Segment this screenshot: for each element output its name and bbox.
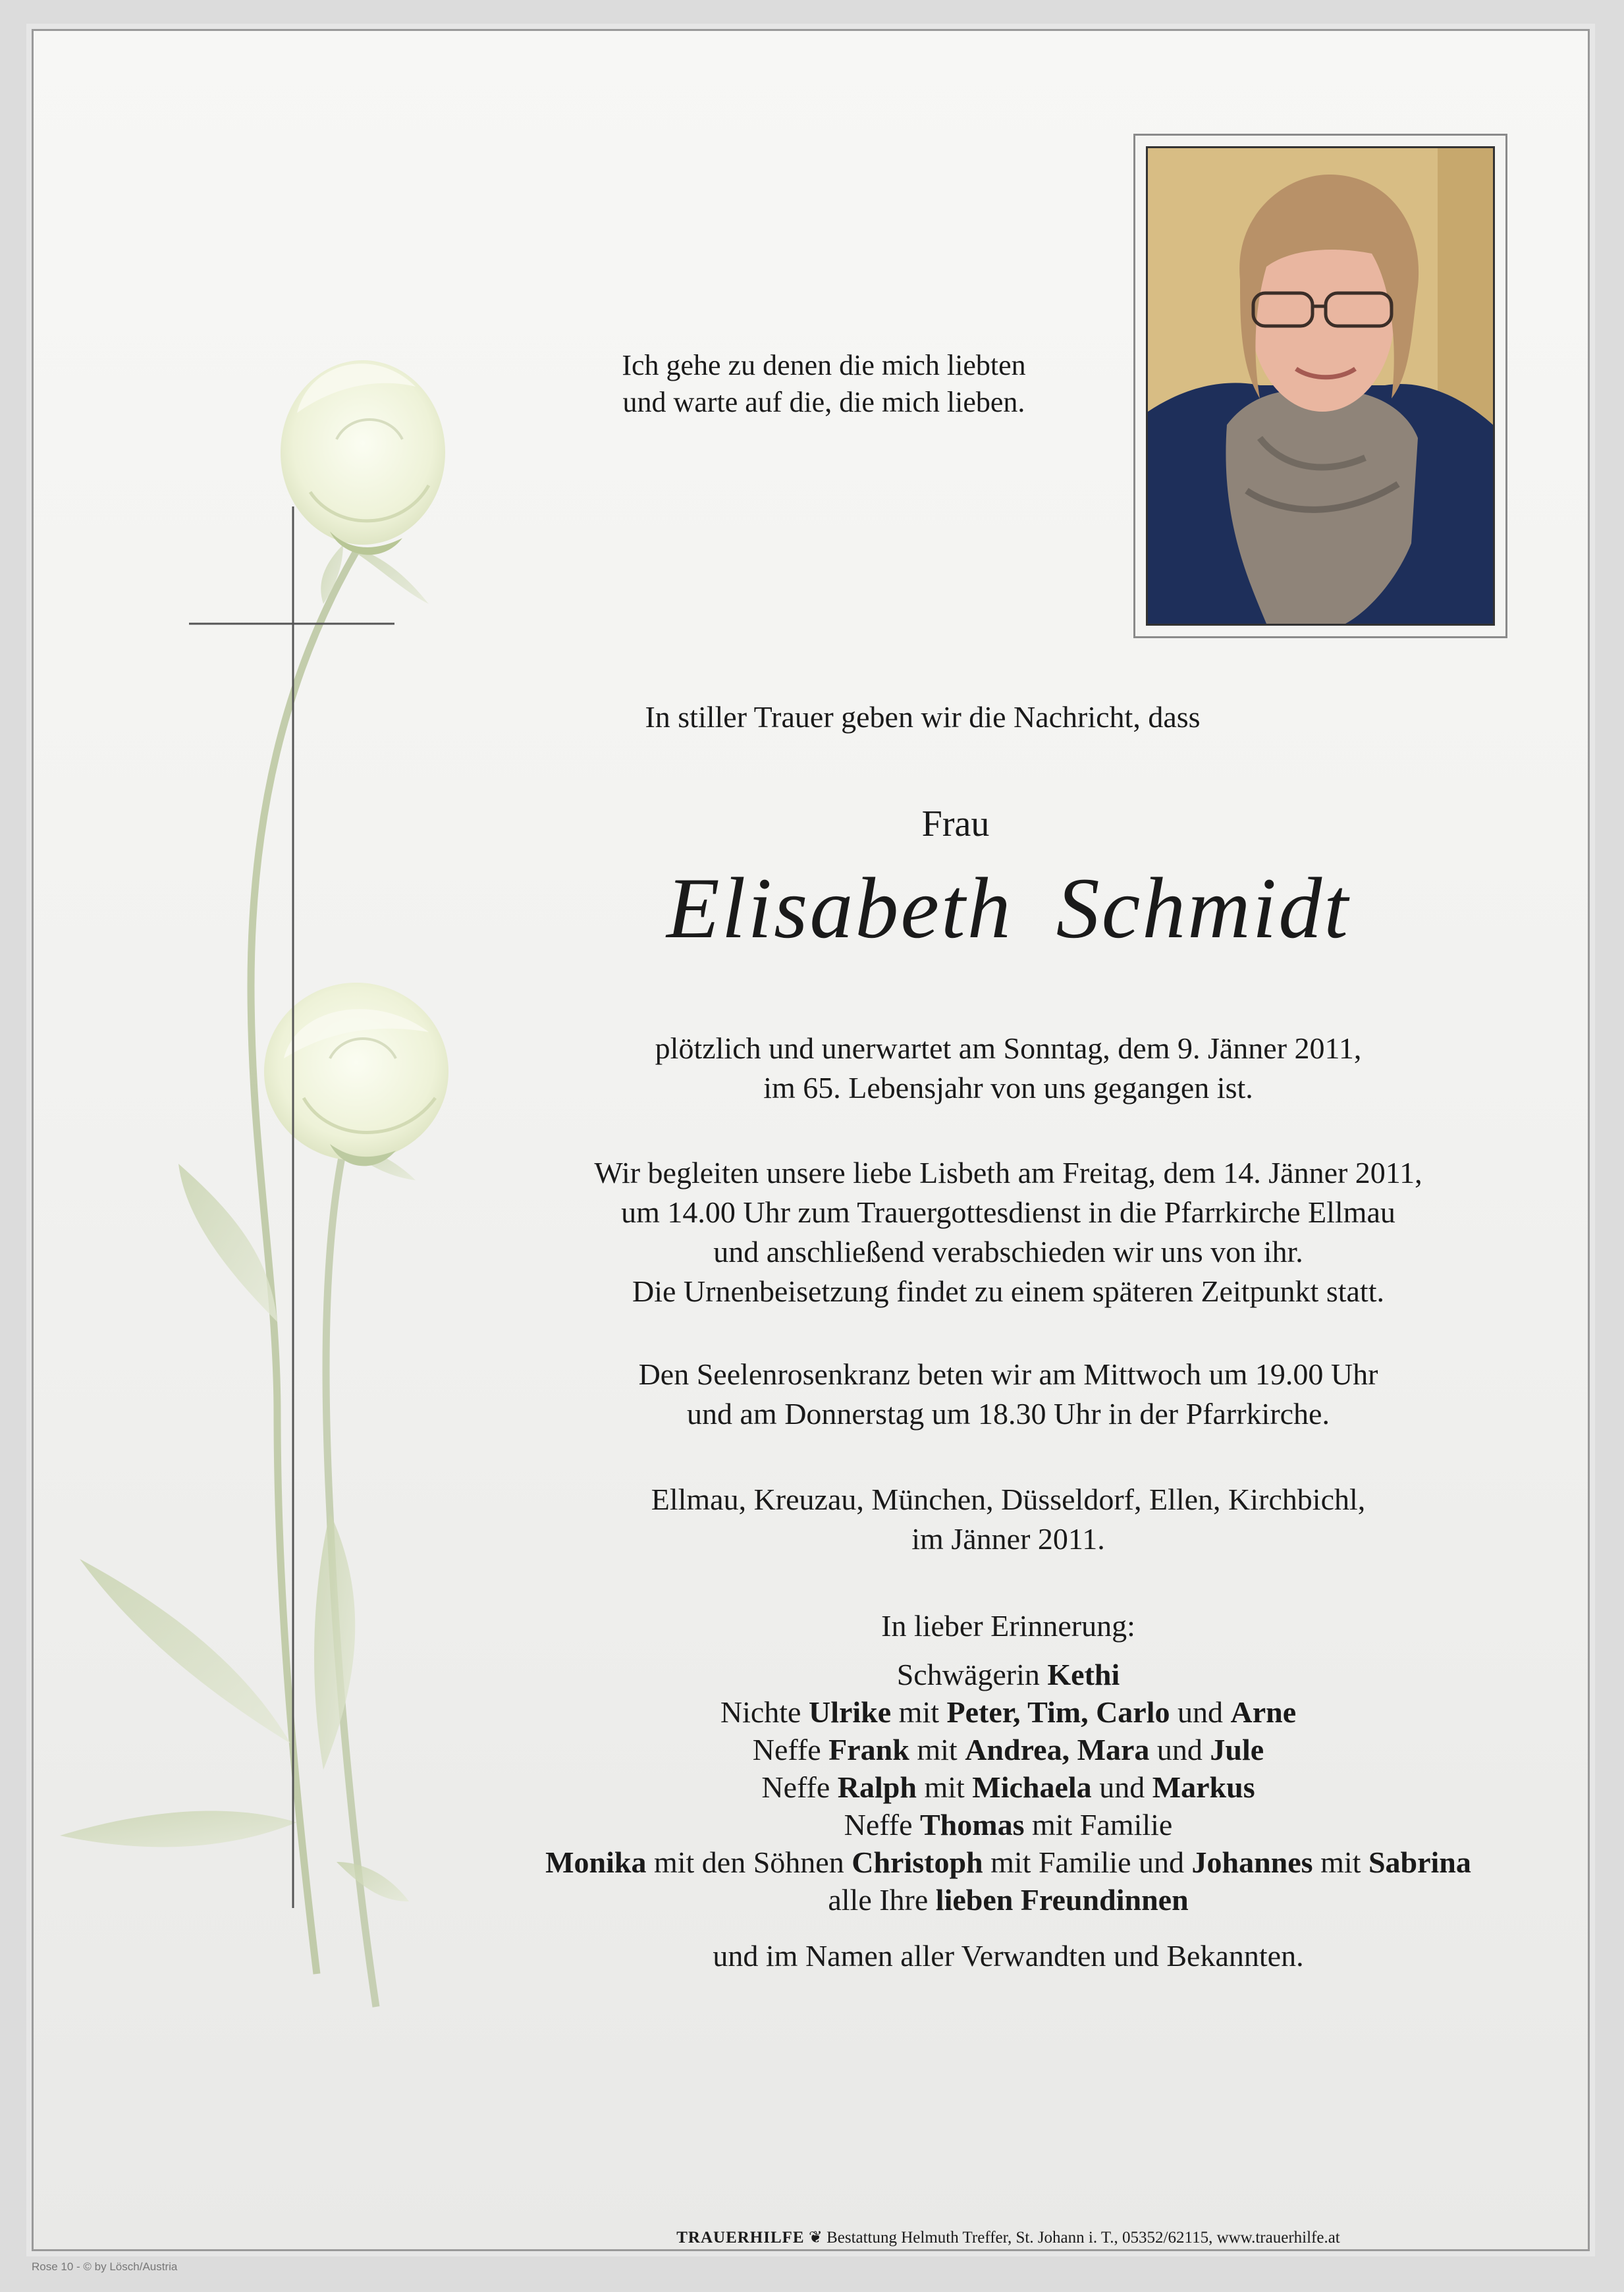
mourner-name: Ulrike xyxy=(808,1695,892,1729)
closing-line: und im Namen aller Verwandten und Bekannten. xyxy=(713,1939,1304,1973)
mourner-line xyxy=(363,1693,1624,1731)
mourner-relation: mit xyxy=(891,1695,947,1729)
places-line: im Jänner 2011. xyxy=(911,1522,1105,1556)
funeral-line: Die Urnenbeisetzung findet zu einem späteren Zeitpunkt statt. xyxy=(632,1274,1384,1308)
mourner-relation: Schwägerin xyxy=(896,1658,1048,1691)
memory-heading: In lieber Erinnerung: xyxy=(881,1609,1135,1643)
funeral-line: um 14.00 Uhr zum Trauergottesdienst in die Pfarrkirche Ellmau xyxy=(621,1195,1395,1229)
mourner-name: Ralph xyxy=(837,1770,917,1804)
mourner-line xyxy=(363,1843,1624,1881)
mourner-name: Arne xyxy=(1230,1695,1297,1729)
mourner-name: Christoph xyxy=(852,1845,983,1879)
mourner-name: Monika xyxy=(545,1845,647,1879)
footer-brand: TRAUERHILFE xyxy=(676,2229,805,2247)
motto-line: und warte auf die, die mich lieben. xyxy=(622,386,1025,418)
mourner-relation: Neffe xyxy=(761,1770,838,1804)
places-line: Ellmau, Kreuzau, München, Düsseldorf, Ellen, Kirchbichl, xyxy=(651,1483,1366,1516)
mourner-line xyxy=(363,1881,1624,1919)
image-credit: Rose 10 - © by Lösch/Austria xyxy=(32,2260,178,2273)
undertaker-footer xyxy=(495,2227,1522,2247)
death-line: plötzlich und unerwartet am Sonntag, dem 9. Jänner 2011, xyxy=(655,1031,1362,1065)
mourner-relation: mit Familie und xyxy=(983,1845,1192,1879)
places-date xyxy=(363,1480,1624,1559)
funeral-line: und anschließend verabschieden wir uns von ihr. xyxy=(713,1235,1303,1269)
funeral-info xyxy=(363,1153,1624,1311)
funeral-line: Wir begleiten unsere liebe Lisbeth am Freitag, dem 14. Jänner 2011, xyxy=(594,1156,1422,1189)
rosary-line: Den Seelenrosenkranz beten wir am Mittwoch um 19.00 Uhr xyxy=(638,1357,1378,1391)
mourner-name: Thomas xyxy=(919,1808,1025,1842)
mourner-relation: mit den Söhnen xyxy=(646,1845,852,1879)
mourner-relation: mit Familie xyxy=(1024,1808,1173,1842)
mourner-relation: und xyxy=(1091,1770,1152,1804)
deceased-name: Elisabeth Schmidt xyxy=(666,860,1350,956)
obituary-sheet xyxy=(32,29,1590,2251)
mourner-name: Frank xyxy=(828,1733,909,1766)
death-notice xyxy=(363,1029,1624,1108)
mourner-name: lieben Freundinnen xyxy=(935,1883,1189,1917)
mourner-name: Andrea, Mara xyxy=(965,1733,1150,1766)
mourner-relation: mit xyxy=(909,1733,965,1766)
mourner-line xyxy=(363,1731,1624,1768)
mourner-relation: Neffe xyxy=(844,1808,920,1842)
mourner-relation: Nichte xyxy=(720,1695,809,1729)
intro-text: In stiller Trauer geben wir die Nachricht, dass xyxy=(645,700,1201,734)
salutation: Frau xyxy=(921,804,990,844)
mourner-relation: und xyxy=(1170,1695,1231,1729)
mourner-name: Markus xyxy=(1152,1770,1255,1804)
mourner-relation: mit xyxy=(1313,1845,1368,1879)
mourner-name: Kethi xyxy=(1047,1658,1120,1691)
mourner-line xyxy=(363,1768,1624,1806)
rosary-info xyxy=(363,1355,1624,1434)
motto xyxy=(560,347,1087,421)
mourner-relation: mit xyxy=(916,1770,973,1804)
mourner-relation: und xyxy=(1149,1733,1210,1766)
footer-text: Bestattung Helmuth Treffer, St. Johann i. T., 05352/62115, www.trauerhilfe.at xyxy=(826,2229,1340,2247)
mourner-name: Peter, Tim, Carlo xyxy=(946,1695,1170,1729)
mourner-relation: alle Ihre xyxy=(828,1883,936,1917)
mourner-name: Sabrina xyxy=(1368,1845,1471,1879)
mourner-name: Michaela xyxy=(972,1770,1092,1804)
stem-left xyxy=(251,551,376,2007)
motto-line: Ich gehe zu denen die mich liebten xyxy=(622,349,1026,381)
mourners-list xyxy=(363,1656,1624,1919)
mourner-relation: Neffe xyxy=(752,1733,829,1766)
rosary-line: und am Donnerstag um 18.30 Uhr in der Pfarrkirche. xyxy=(687,1397,1330,1431)
rose-top xyxy=(281,360,445,555)
portrait-frame xyxy=(1133,134,1507,638)
mourner-name: Jule xyxy=(1210,1733,1264,1766)
mourner-line xyxy=(363,1656,1624,1693)
portrait-photo xyxy=(1146,146,1495,626)
death-line: im 65. Lebensjahr von uns gegangen ist. xyxy=(763,1071,1253,1105)
leaf-icon: ❦ xyxy=(808,2229,827,2247)
mourner-name: Johannes xyxy=(1191,1845,1313,1879)
mourner-line xyxy=(363,1806,1624,1843)
